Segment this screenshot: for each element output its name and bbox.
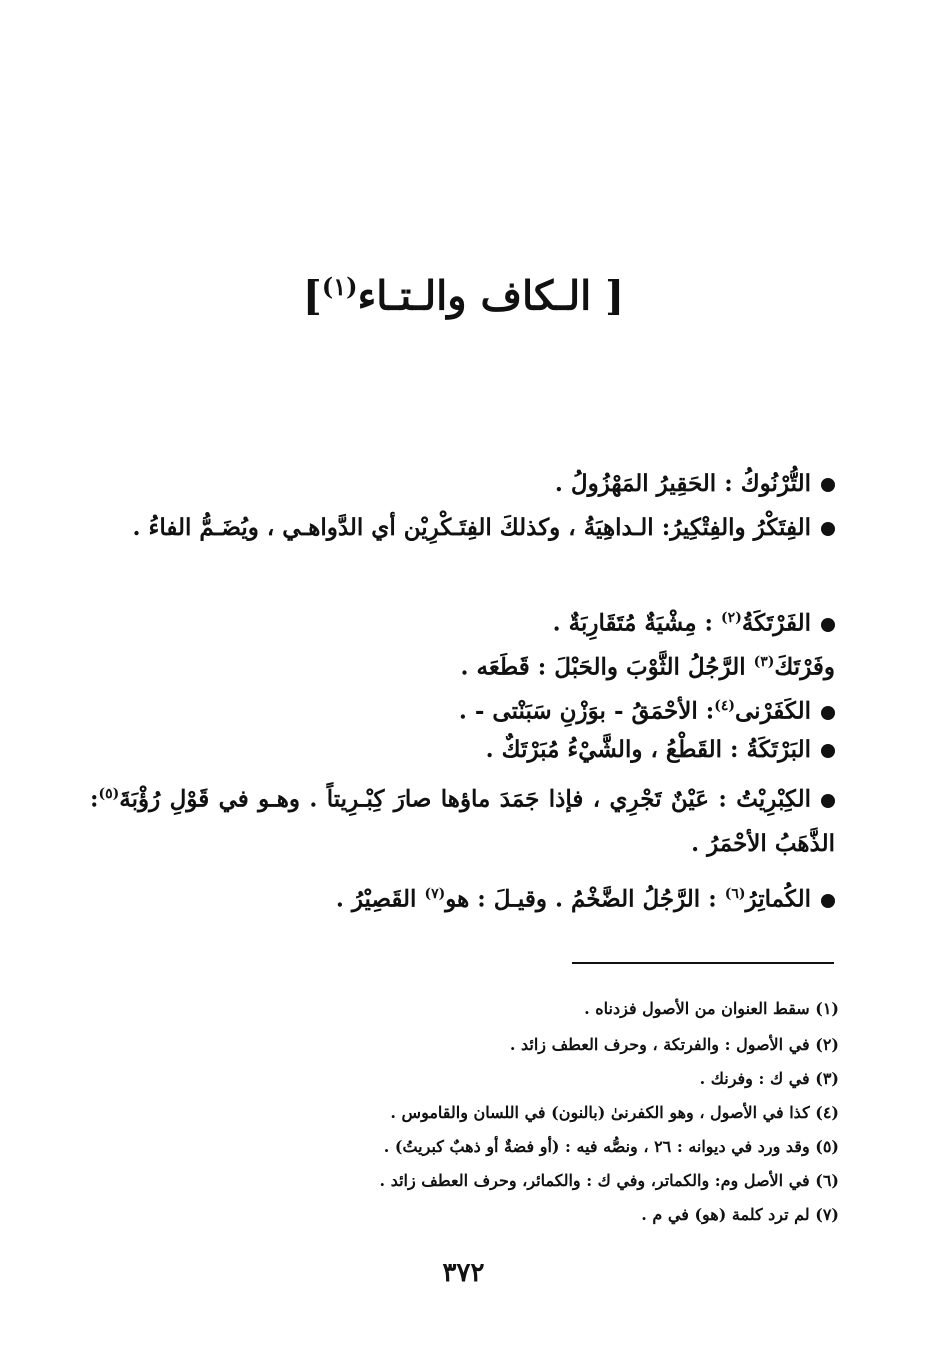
entry-definition-continued: : الذَّهَبُ الأحْمَرُ . — [90, 785, 835, 857]
footnote-divider — [572, 962, 834, 964]
footnote: (٢) في الأصول : والفرتكة ، وحرف العطف زائد . — [509, 1035, 839, 1054]
entry-definition: الرَّجُلُ الثَّوْبَ والحَبْلَ : قَطَعَه . — [460, 653, 746, 681]
entry-definition: : الأحْمَقُ - بوَزْنِ سَبَنْتى - . — [458, 697, 715, 725]
heading-footnote-marker: (١) — [321, 272, 358, 301]
page-number: ٣٧٢ — [442, 1258, 485, 1288]
footnote: (٤) كذا في الأصول ، وهو الكفرنىٰ (بالنون) في اللسان والقاموس . — [390, 1103, 839, 1122]
footnote: (٥) وقد ورد في ديوانه : ٢٦ ، ونصُّه فيه : (أو فضةٌ أو ذهبٌ كبريتُ) . — [383, 1137, 839, 1156]
bullet-icon — [821, 706, 835, 720]
bullet-icon — [821, 478, 835, 492]
bullet-icon — [821, 618, 835, 632]
footnote-marker: (٧) — [424, 886, 446, 902]
entry-headword: الكَفَرْنى — [735, 697, 811, 725]
footnote: (٦) في الأصل وم: والكماتر، وفي ك : والكمائر، وحرف العطف زائد . — [379, 1171, 839, 1190]
entry — [90, 596, 835, 646]
entry — [90, 506, 835, 550]
entry-headword: الكُماتِرُ — [745, 885, 811, 913]
entry-headword: الكِبْرِيْتُ — [736, 785, 811, 813]
entry — [90, 462, 835, 506]
entry — [90, 640, 835, 690]
entry — [90, 684, 835, 734]
bullet-icon — [821, 794, 835, 808]
entry-definition: : الـداهِيَةُ ، وكذلكَ الفِتَـكْرِيْن أي الدَّواهـي ، ويُضَـمُّ الفاءُ . — [132, 514, 671, 541]
heading-close-bracket: ] — [302, 272, 322, 320]
entry-definition: : الرَّجُلُ الضَّخْمُ . وقيـلَ : هو — [445, 885, 717, 913]
entry-definition: : مِشْيَةٌ مُتَقَارِبَةٌ . — [552, 609, 714, 637]
entry — [90, 728, 835, 772]
footnote-marker: (٣) — [753, 654, 775, 670]
entry-headword: الفَرْتَكَةُ — [741, 609, 811, 637]
heading-text: [ الـكاف والـتـاء — [357, 272, 625, 320]
entry-headword: التُّرْنُوكُ — [740, 470, 811, 497]
footnote: (٧) لم ترد كلمة (هو) في م . — [641, 1205, 839, 1224]
bullet-icon — [821, 522, 835, 536]
entry-headword: الفِتَكْرُ والفِتْكِيرُ — [670, 514, 811, 541]
entry — [90, 872, 835, 922]
footnote-marker: (٤) — [714, 698, 735, 714]
entry-definition: : الحَقِيرُ المَهْزُولُ . — [554, 470, 733, 497]
bullet-icon — [821, 894, 835, 908]
entry-definition: : القَطْعُ ، والشَّيْءُ مُبَرْتَكٌ . — [485, 736, 739, 763]
footnote-marker: (٥) — [98, 786, 120, 802]
footnote-marker: (٢) — [721, 610, 742, 626]
entry-definition: : عَيْنٌ تَجْرِي ، فإذا جَمَدَ ماؤها صارَ كِبْـرِيتاً . وهـو في قَوْلِ رُؤْبَةَ — [119, 785, 727, 813]
section-heading — [0, 272, 927, 319]
footnote: (٣) في ك : وفرنك . — [699, 1069, 839, 1088]
footnote-marker: (٦) — [724, 886, 746, 902]
footnote: (١) سقط العنوان من الأصول فزدناه . — [584, 999, 839, 1018]
entry-headword: وفَرْتَكَ — [774, 653, 835, 681]
entry-definition-continued: القَصِيْرُ . — [335, 885, 417, 913]
bullet-icon — [821, 744, 835, 758]
entry-headword: البَرْتَكَةُ — [746, 736, 811, 763]
entry — [90, 772, 835, 866]
